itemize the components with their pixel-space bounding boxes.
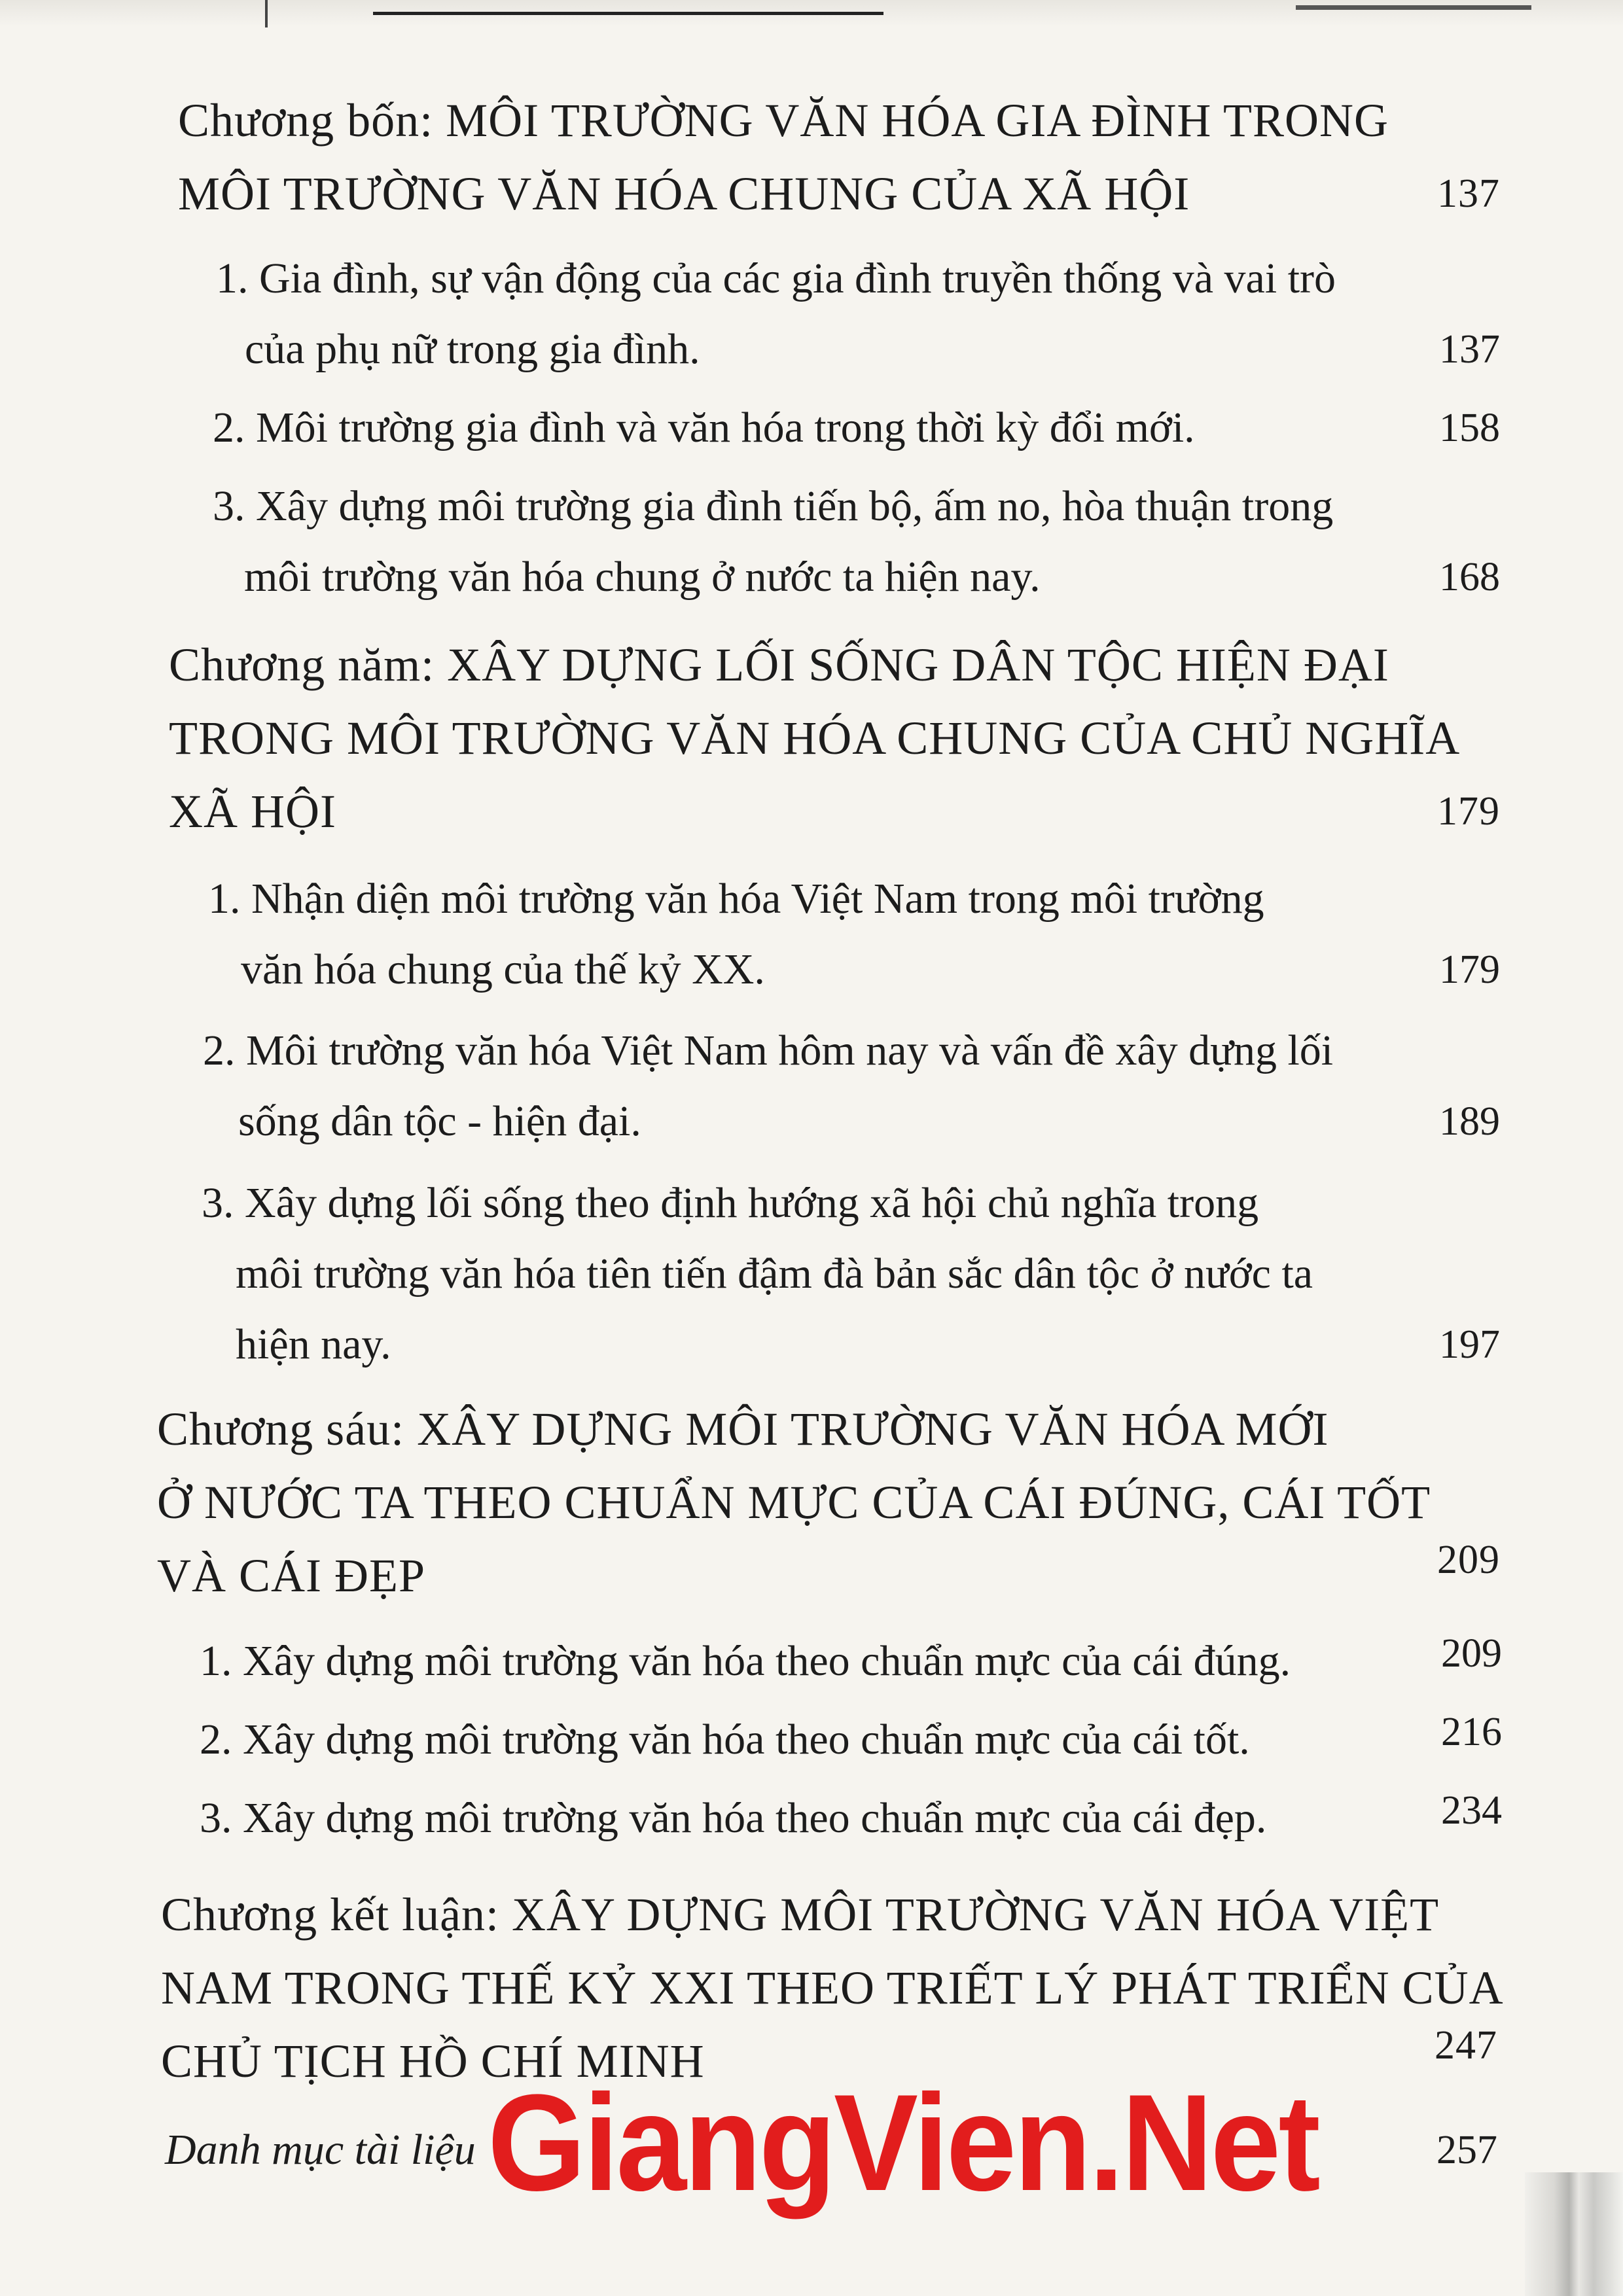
toc-chapter-6 <box>157 1392 1500 1612</box>
toc-section-5-1 <box>208 864 1500 1005</box>
chapter-5-title-line3: XÃ HỘI <box>169 785 336 838</box>
toc-section-6-2 <box>200 1704 1502 1775</box>
section-6-1-line1: 1. Xây dựng môi trường văn hóa theo chuẩn mực của cái đúng. <box>200 1637 1291 1685</box>
toc-section-4-3 <box>213 471 1500 612</box>
section-6-2-page-number: 216 <box>1441 1710 1502 1754</box>
section-4-3-line2: môi trường văn hóa chung ở nước ta hiện nay. <box>244 553 1041 601</box>
section-4-2-page-number: 158 <box>1439 406 1500 450</box>
section-5-2-line1: 2. Môi trường văn hóa Việt Nam hôm nay và vấn đề xây dựng lối <box>203 1027 1334 1074</box>
conclusion-title-line1: Chương kết luận: XÂY DỰNG MÔI TRƯỜNG VĂN HÓA VIỆT <box>161 1888 1440 1941</box>
section-4-2-line1: 2. Môi trường gia đình và văn hóa trong thời kỳ đổi mới. <box>213 404 1195 451</box>
book-spine-edge <box>1525 2172 1623 2296</box>
chapter-5-page-number: 179 <box>1437 789 1500 834</box>
toc-chapter-4 <box>178 84 1500 230</box>
section-6-1-page-number: 209 <box>1441 1631 1502 1676</box>
section-4-3-line1: 3. Xây dựng môi trường gia đình tiến bộ, ấm no, hòa thuận trong <box>213 482 1334 530</box>
watermark-logo: GiangVien.Net <box>488 2066 1319 2219</box>
section-5-1-line1: 1. Nhận diện môi trường văn hóa Việt Nam trong môi trường <box>208 875 1264 923</box>
section-6-3-line1: 3. Xây dựng môi trường văn hóa theo chuẩn mực của cái đẹp. <box>200 1794 1267 1842</box>
chapter-5-title-line1: Chương năm: XÂY DỰNG LỐI SỐNG DÂN TỘC HIỆN ĐẠI <box>169 639 1389 691</box>
section-5-3-page-number: 197 <box>1439 1322 1500 1367</box>
toc-section-4-1 <box>216 243 1500 385</box>
conclusion-title-line2: NAM TRONG THẾ KỶ XXI THEO TRIẾT LÝ PHÁT TRIỂN CỦA <box>161 1962 1504 2014</box>
chapter-5-title-line2: TRONG MÔI TRƯỜNG VĂN HÓA CHUNG CỦA CHỦ NGHĨA <box>169 712 1461 764</box>
section-4-1-page-number: 137 <box>1439 327 1500 372</box>
section-5-3-line3: hiện nay. <box>236 1320 391 1368</box>
chapter-6-title-line3: VÀ CÁI ĐẸP <box>157 1549 426 1602</box>
section-5-3-line1: 3. Xây dựng lối sống theo định hướng xã hội chủ nghĩa trong <box>202 1179 1259 1227</box>
chapter-6-page-number: 209 <box>1437 1538 1500 1582</box>
header-rule-right <box>1296 5 1531 10</box>
toc-section-5-3 <box>202 1168 1500 1380</box>
section-4-1-line1: 1. Gia đình, sự vận động của các gia đình truyền thống và vai trò <box>216 255 1336 302</box>
chapter-4-title-line2: MÔI TRƯỜNG VĂN HÓA CHUNG CỦA XÃ HỘI <box>178 168 1190 220</box>
header-rule-left <box>373 12 883 15</box>
chapter-4-page-number: 137 <box>1437 171 1500 216</box>
toc-chapter-5 <box>169 628 1500 848</box>
toc-chapter-conclusion <box>161 1878 1504 2098</box>
section-6-3-page-number: 234 <box>1441 1788 1502 1833</box>
section-6-2-line1: 2. Xây dựng môi trường văn hóa theo chuẩn mực của cái tốt. <box>200 1716 1250 1763</box>
chapter-6-title-line1: Chương sáu: XÂY DỰNG MÔI TRƯỜNG VĂN HÓA MỚI <box>157 1403 1329 1455</box>
chapter-4-title-line1: Chương bốn: MÔI TRƯỜNG VĂN HÓA GIA ĐÌNH TRONG <box>178 94 1389 147</box>
chapter-6-title-line2: Ở NƯỚC TA THEO CHUẨN MỰC CỦA CÁI ĐÚNG, CÁI TỐT <box>157 1476 1431 1528</box>
section-4-3-page-number: 168 <box>1439 555 1500 599</box>
toc-section-6-3 <box>200 1783 1502 1854</box>
section-4-1-line2: của phụ nữ trong gia đình. <box>245 325 700 373</box>
section-5-1-line2: văn hóa chung của thế kỷ XX. <box>241 945 765 993</box>
section-5-3-line2: môi trường văn hóa tiên tiến đậm đà bản sắc dân tộc ở nước ta <box>236 1250 1313 1298</box>
references-label: Danh mục tài liệu <box>165 2126 476 2174</box>
toc-section-4-2 <box>213 393 1500 463</box>
section-5-2-page-number: 189 <box>1439 1099 1500 1144</box>
section-5-1-page-number: 179 <box>1439 947 1500 992</box>
section-5-2-line2: sống dân tộc - hiện đại. <box>238 1097 641 1145</box>
top-tick-mark <box>265 0 268 27</box>
references-page-number: 257 <box>1436 2128 1497 2172</box>
toc-section-6-1 <box>200 1626 1502 1697</box>
toc-section-5-2 <box>203 1016 1500 1157</box>
conclusion-page-number: 247 <box>1435 2023 1497 2068</box>
conclusion-title-line3: CHỦ TỊCH HỒ CHÍ MINH <box>161 2035 705 2087</box>
